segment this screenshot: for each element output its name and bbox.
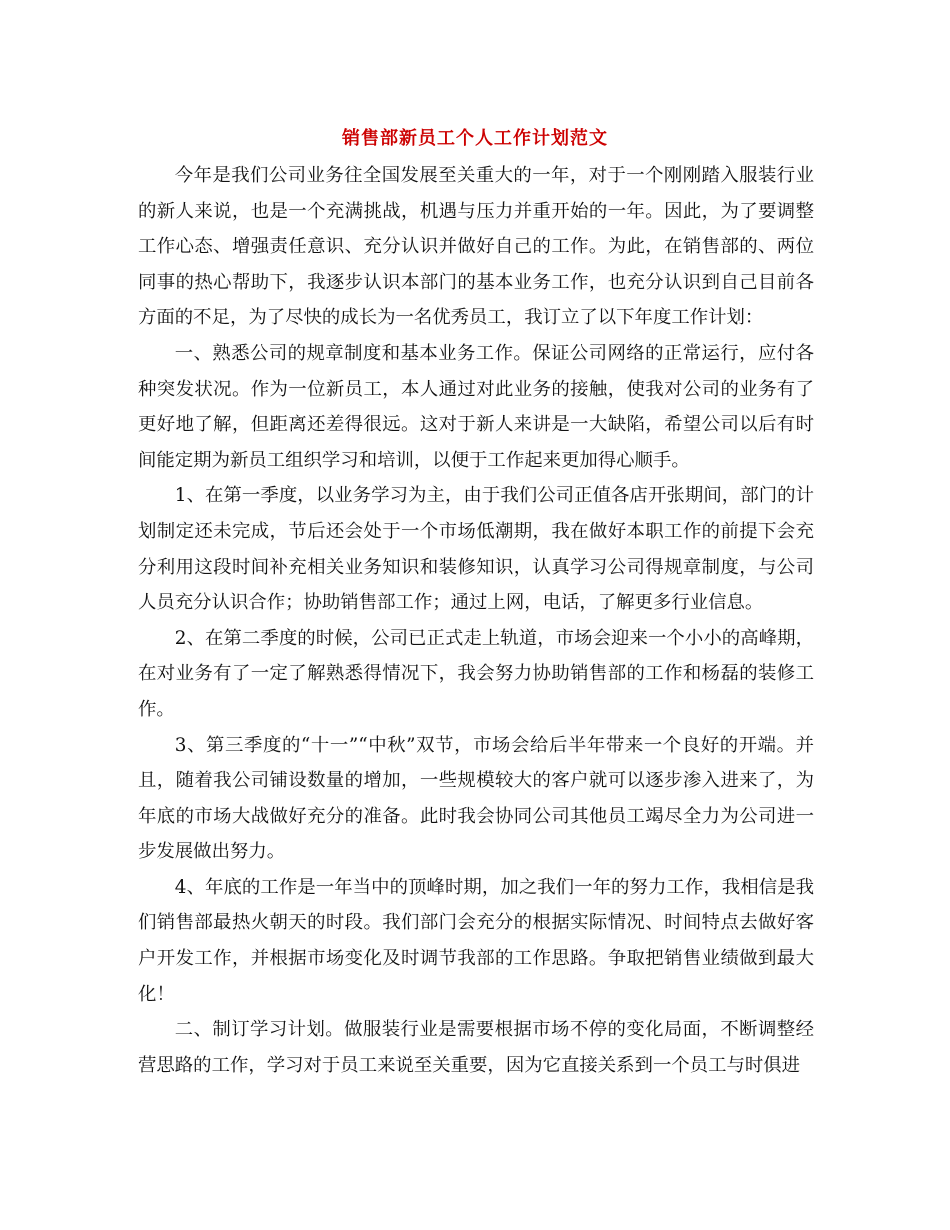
document-body — [138, 158, 814, 1083]
paragraph-intro: 今年是我们公司业务往全国发展至关重大的一年，对于一个刚刚踏入服装行业的新人来说，也是一个充满挑战，机遇与压力并重开始的一年。因此，为了要调整工作心态、增强责任意识、充分认识并做好自己的工作。为此，在销售部的、两位同事的热心帮助下，我逐步认识本部门的基本业务工作，也充分认识到自己目前各方面的不足，为了尽快的成长为一名优秀员工，我订立了以下年度工作计划： — [138, 165, 814, 329]
paragraph-section-one: 一、熟悉公司的规章制度和基本业务工作。保证公司网络的正常运行，应付各种突发状况。作为一位新员工，本人通过对此业务的接触，使我对公司的业务有了更好地了解，但距离还差得很远。这对于新人来讲是一大缺陷，希望公司以后有时间能定期为新员工组织学习和培训，以便于工作起来更加得心顺手。 — [138, 342, 814, 471]
paragraph-q2: 2、在第二季度的时候，公司已正式走上轨道，市场会迎来一个小小的高峰期，在对业务有了一定了解熟悉得情况下，我会努力协助销售部的工作和杨磊的装修工作。 — [138, 627, 814, 720]
document-title: 销售部新员工个人工作计划范文 — [342, 128, 608, 149]
paragraph-q3: 3、第三季度的“十一”“中秋”双节，市场会给后半年带来一个良好的开端。并且，随着我公司铺设数量的增加，一些规模较大的客户就可以逐步渗入进来了，为年底的市场大战做好充分的准备。此时我会协同公司其他员工竭尽全力为公司进一步发展做出努力。 — [138, 734, 814, 863]
paragraph-q1: 1、在第一季度，以业务学习为主，由于我们公司正值各店开张期间，部门的计划制定还未完成，节后还会处于一个市场低潮期，我在做好本职工作的前提下会充分利用这段时间补充相关业务知识和装修知识，认真学习公司得规章制度，与公司人员充分认识合作；协助销售部工作；通过上网，电话，了解更多行业信息。 — [138, 485, 814, 614]
paragraph-q4: 4、年底的工作是一年当中的顶峰时期，加之我们一年的努力工作，我相信是我们销售部最热火朝天的时段。我们部门会充分的根据实际情况、时间特点去做好客户开发工作，并根据市场变化及时调节我部的工作思路。争取把销售业绩做到最大化！ — [138, 876, 814, 1005]
paragraph-section-two: 二、制订学习计划。做服装行业是需要根据市场不停的变化局面，不断调整经营思路的工作，学习对于员工来说至关重要，因为它直接关系到一个员工与时俱进 — [138, 1019, 814, 1076]
